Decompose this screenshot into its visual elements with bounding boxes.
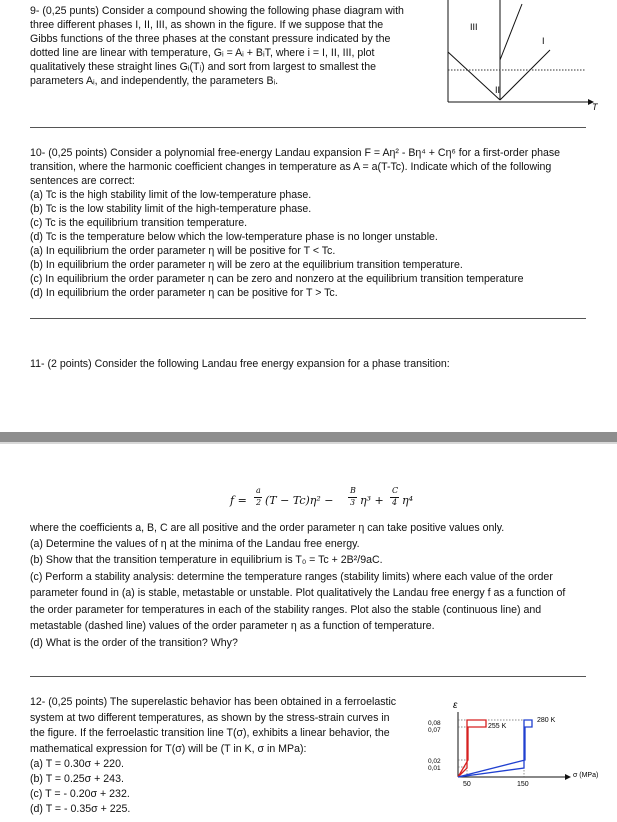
q10-line-10: (c) In equilibrium the order parameter η can be zero and nonzero at the equilibrium transition temperature <box>30 273 524 285</box>
eq-two: 2 <box>256 498 262 507</box>
q10-line-4: (a) Tc is the high stability limit of the low-temperature phase. <box>30 189 312 201</box>
x-tick-150: 150 <box>517 781 529 788</box>
page-break-shadow <box>0 442 617 444</box>
q10-line-1: 10- (0,25 points) Consider a polynomial free-energy Landau expansion F = Aη² - Bη⁴ + Cη⁶ for a first-order phase <box>30 147 561 159</box>
q11-line-5: parameter found in (a) is stable, metastable or unstable. Plot qualitatively the Landau free energy f as a function of <box>30 587 566 599</box>
q10-line-2: transition, where the harmonic coefficient changes in temperature as A = a(T-Tc). Indicate which of the following <box>30 161 552 173</box>
q10-line-7: (d) Tc is the temperature below which the low-temperature phase is no longer unstable. <box>30 231 438 243</box>
phase-diagram-figure <box>440 0 610 112</box>
eq-eta3: η³ + <box>360 494 384 507</box>
eq-a: a <box>256 486 261 495</box>
q10-line-6: (c) Tc is the equilibrium transition temperature. <box>30 217 248 229</box>
y-tick-008: 0,08 <box>428 720 441 727</box>
phase-label-I: I <box>542 36 545 46</box>
q12-line-4: mathematical expression for T(σ) will be (T in K, σ in MPa): <box>30 743 307 755</box>
strain-axis-label: ε <box>453 700 458 711</box>
eq-B: B <box>350 486 356 495</box>
divider-2 <box>30 318 586 319</box>
eq-f: f = <box>230 494 247 507</box>
q10-line-8: (a) In equilibrium the order parameter η will be positive for T < Tc. <box>30 245 336 257</box>
q9-line-3: Gibbs functions of the three phases at the constant pressure indicated by the <box>30 33 391 45</box>
q12-line-3: the figure. If the ferroelastic transition line T(σ), exhibits a linear behavior, the <box>30 727 390 739</box>
q12-option-d: (d) T = - 0.35σ + 225. <box>30 803 131 815</box>
stress-axis-label: σ (MPa) <box>573 772 599 779</box>
label-280K: 280 K <box>537 717 556 724</box>
q11-line-6: the order parameter for temperatures in each of the stability ranges. Plot also the stable (continuous line) and <box>30 604 542 616</box>
stress-strain-figure <box>420 695 615 795</box>
y-tick-002: 0,02 <box>428 758 441 765</box>
q12-option-b: (b) T = 0.25σ + 243. <box>30 773 124 785</box>
q11-intro: 11- (2 points) Consider the following Landau free energy expansion for a phase transition: <box>30 358 450 370</box>
q9-line-1: 9- (0,25 punts) Consider a compound showing the following phase diagram with <box>30 5 404 17</box>
q11-line-4: (c) Perform a stability analysis: determine the temperature ranges (stability limits) where each value of the order <box>30 571 553 583</box>
q10-line-11: (d) In equilibrium the order parameter η can be positive for T > Tc. <box>30 287 338 299</box>
q11-equation <box>230 485 430 515</box>
q10-line-5: (b) Tc is the low stability limit of the high-temperature phase. <box>30 203 312 215</box>
q12-option-c: (c) T = - 0.20σ + 232. <box>30 788 130 800</box>
phase-boundary-right <box>500 50 550 100</box>
eq-tt: (T − Tc)η² − <box>265 494 334 507</box>
curve-255K <box>458 720 486 777</box>
label-255K: 255 K <box>488 723 507 730</box>
y-tick-001: 0,01 <box>428 765 441 772</box>
q9-line-2: three different phases I, II, III, as shown in the figure. If we suppose that the <box>30 19 384 31</box>
divider-1 <box>30 127 586 128</box>
phase-label-II: II <box>495 85 501 95</box>
eq-three: 3 <box>350 498 356 507</box>
q10-line-3: sentences are correct: <box>30 175 135 187</box>
q11-line-8: (d) What is the order of the transition? Why? <box>30 637 238 649</box>
q12-line-1: 12- (0,25 points) The superelastic behavior has been obtained in a ferroelastic <box>30 696 397 708</box>
q9-line-6: parameters Aᵢ, and independently, the parameters Bᵢ. <box>30 75 279 87</box>
q11-line-3: (b) Show that the transition temperature in equilibrium is T₀ = Tc + 2B²/9aC. <box>30 554 383 566</box>
phase-axis-T: T <box>592 102 598 112</box>
stress-axis-arrow <box>565 774 571 780</box>
x-tick-50: 50 <box>463 781 471 788</box>
page-break-bar <box>0 432 617 442</box>
eq-C: C <box>392 486 399 495</box>
q11-line-7: metastable (dashed line) values of the order parameter η as a function of temperature. <box>30 620 435 632</box>
q9-line-5: qualitatively these straight lines Gᵢ(Tᵢ) and sort from largest to smallest the <box>30 61 377 73</box>
phase-boundary-upper <box>500 4 522 60</box>
eq-four: 4 <box>392 498 398 507</box>
divider-3 <box>30 676 586 677</box>
q12-line-2: system at two different temperatures, as shown by the stress-strain curves in <box>30 712 390 724</box>
q11-line-1: where the coefficients a, B, C are all positive and the order parameter η can take positive values only. <box>30 522 505 534</box>
y-tick-007: 0,07 <box>428 727 441 734</box>
q9-line-4: dotted line are linear with temperature, Gᵢ = Aᵢ + BᵢT, where i = I, II, III, plot <box>30 47 375 59</box>
q11-line-2: (a) Determine the values of η at the minima of the Landau free energy. <box>30 538 360 550</box>
q10-line-9: (b) In equilibrium the order parameter η will be zero at the equilibrium transition temperature. <box>30 259 463 271</box>
eq-eta4: η⁴ <box>402 494 413 507</box>
q12-option-a: (a) T = 0.30σ + 220. <box>30 758 124 770</box>
phase-label-III: III <box>470 22 478 32</box>
phase-boundary-left <box>448 52 500 100</box>
